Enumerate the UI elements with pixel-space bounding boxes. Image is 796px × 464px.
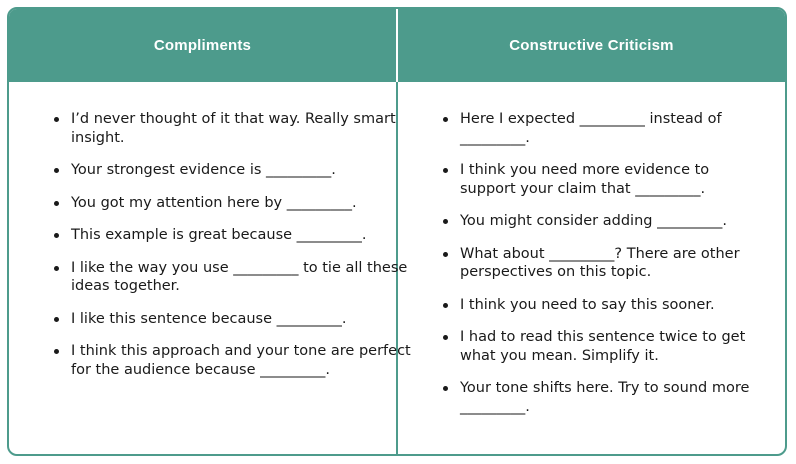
list-item: Your strongest evidence is _________.: [71, 161, 411, 180]
feedback-table: [7, 7, 787, 456]
list-item: You might consider adding _________.: [460, 212, 765, 231]
compliments-header: Compliments: [9, 9, 398, 82]
table-body-row: [9, 82, 785, 454]
list-item: You got my attention here by _________.: [71, 194, 411, 213]
list-item: I think this approach and your tone are perfect for the audience because _________.: [71, 343, 411, 378]
list-item: What about _________? There are other perspectives on this topic.: [460, 245, 765, 282]
list-item: I think you need to say this sooner.: [460, 296, 765, 315]
list-item: Here I expected _________ instead of _________.: [460, 110, 765, 147]
list-item: I think you need more evidence to support your claim that _________.: [460, 161, 765, 198]
table-header-row: [9, 9, 785, 82]
criticism-cell: [398, 82, 785, 454]
list-item: I like this sentence because _________.: [71, 310, 411, 329]
compliments-list: [71, 110, 411, 393]
constructive-criticism-header: Constructive Criticism: [509, 37, 674, 54]
list-item: I’d never thought of it that way. Really smart insight.: [71, 110, 411, 147]
compliments-cell: [9, 82, 411, 454]
list-item: Your tone shifts here. Try to sound more _________.: [460, 379, 765, 416]
list-item: I like the way you use _________ to tie all these ideas together.: [71, 259, 411, 296]
list-item: This example is great because _________.: [71, 226, 411, 245]
criticism-list: [460, 110, 765, 430]
list-item: I had to read this sentence twice to get what you mean. Simplify it.: [460, 328, 765, 365]
